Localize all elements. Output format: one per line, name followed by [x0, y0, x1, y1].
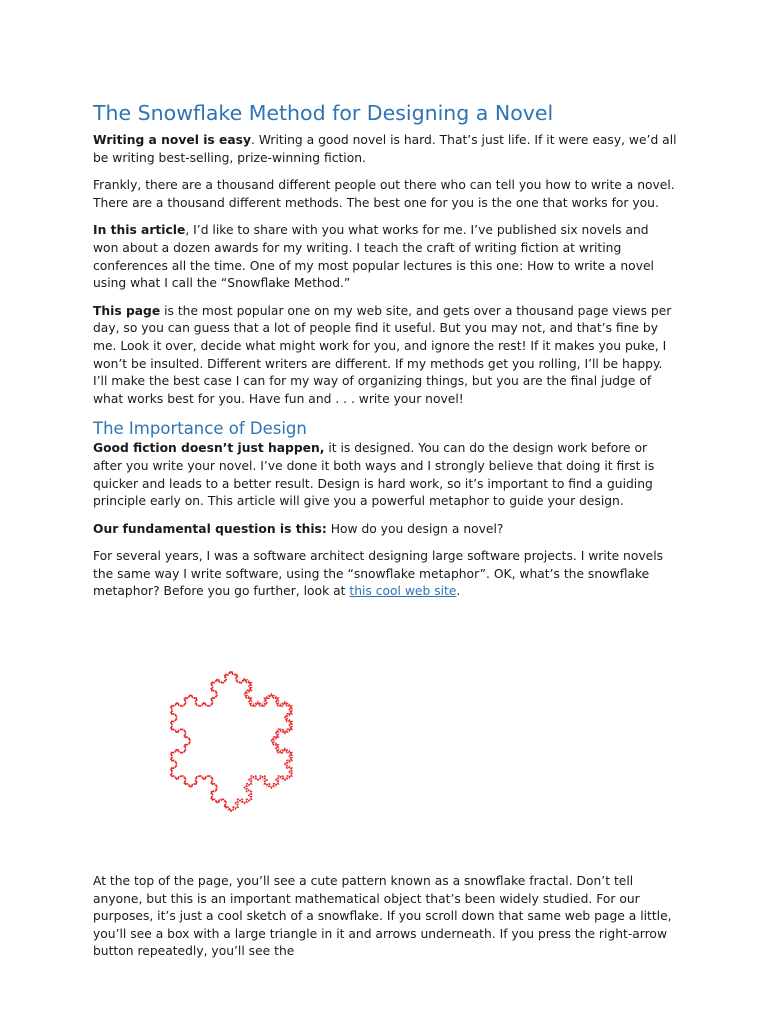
paragraph-software: For several years, I was a software architect designing large software projects. I write novels the same way I write software, using the “snowflake metaphor”. OK, what’s the snowflake metaphor? Before you go further, look at this cool web site. [93, 549, 664, 599]
bold-lead: Good fiction doesn’t just happen, [93, 441, 325, 456]
bold-lead: Writing a novel is easy [93, 133, 251, 147]
paragraph-methods: Frankly, there are a thousand different people out there who can tell you how to write a novel. There are a thousand different methods. The best one for you is the one that works for you. [93, 178, 675, 210]
section-heading: The Importance of Design [93, 419, 307, 439]
paragraph-question: Our fundamental question is this: How do you design a novel? [93, 521, 504, 536]
bold-lead: In this article [93, 223, 186, 238]
cool-web-site-link[interactable]: this cool web site [349, 584, 457, 599]
paragraph-intro: Writing a novel is easy. Writing a good novel is hard. That’s just life. If it were easy, we’d all be writing best-selling, prize-winning fiction. [93, 133, 677, 165]
bold-lead: Our fundamental question is this: [93, 521, 327, 536]
paragraph-article: In this article, I’d like to share with you what works for me. I’ve published six novels and won about a dozen awards for my writing. I teach the craft of writing fiction at writing conferences all the time. One of my most popular lectures is this one: How to write a novel using what I call the “Snowflake Method.” [93, 223, 654, 291]
bold-lead: This page [93, 303, 161, 318]
paragraph-design: Good fiction doesn’t just happen, it is designed. You can do the design work before or after you write your novel. I’ve done it both ways and I strongly believe that doing it first is quicker and leads to a better result. Design is hard work, so it’s important to find a guiding principle early on. This article will give you a powerful metaphor to guide your design. [93, 441, 655, 509]
paragraph-fractal: At the top of the page, you’ll see a cute pattern known as a snowflake fractal. Don’t tell anyone, but this is an important mathematical object that’s been widely studied. For our purposes, it’s just a cool sketch of a snowflake. If you scroll down that same web page a little, you’ll see a box with a large triangle in it and arrows underneath. If you press the right-arrow button repeatedly, you’ll see the [93, 874, 672, 959]
document-body [93, 98, 677, 971]
snowflake-fractal-graphic [121, 623, 341, 859]
document-title: The Snowflake Method for Designing a Novel [93, 101, 554, 125]
snowflake-outline [170, 671, 291, 811]
snowflake-fractal-image [121, 623, 341, 859]
paragraph-page: This page is the most popular one on my web site, and gets over a thousand page views per day, so you can guess that a lot of people find it useful. But you may not, and that’s fine by me. Look it over, decide what might work for you, and ignore the rest! If it makes you puke, I won’t be insulted. Different writers are different. If my methods get you rolling, I’ll be happy. I’ll make the best case I can for my way of organizing things, but you are the final judge of what works best for you. Have fun and . . . write your novel! [93, 303, 672, 406]
